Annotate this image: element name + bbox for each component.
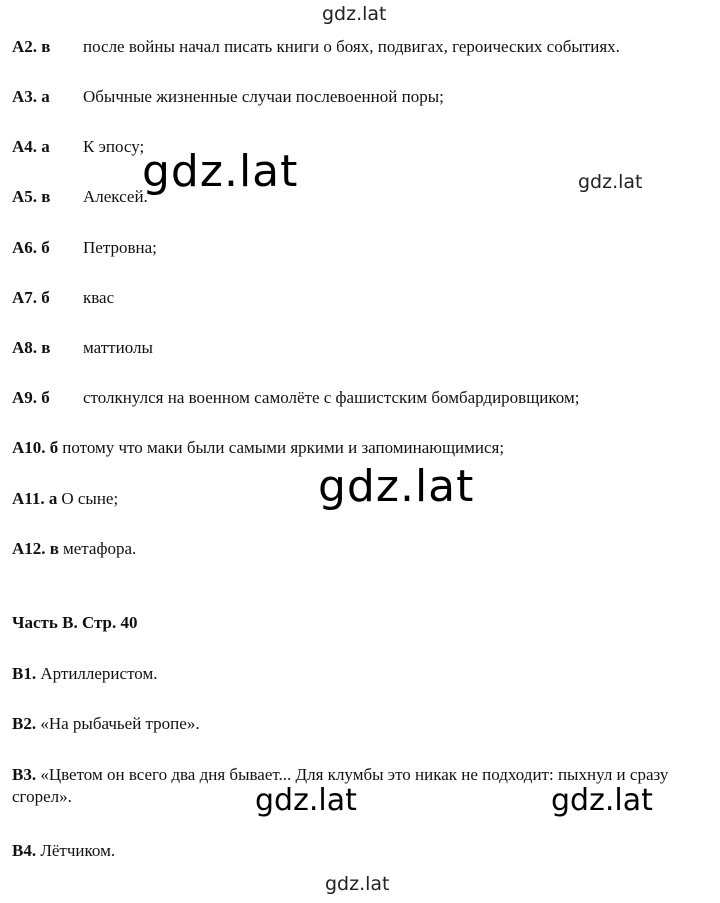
answer-row xyxy=(12,764,712,808)
answer-text: столкнулся на военном самолёте с фашистским бомбардировщиком; xyxy=(83,388,580,407)
answer-text: Артиллеристом. xyxy=(40,664,158,683)
watermark-text: gdz.lat xyxy=(142,146,299,197)
answer-label: А11. а xyxy=(12,489,58,508)
answer-row xyxy=(12,137,145,157)
answer-row xyxy=(12,288,115,308)
answer-row xyxy=(12,187,148,207)
watermark-text: gdz.lat xyxy=(325,873,390,895)
answer-text: «На рыбачьей тропе». xyxy=(40,714,200,733)
answer-row xyxy=(12,489,118,509)
answer-text: потому что маки были самыми яркими и запоминающимися; xyxy=(62,438,505,457)
answer-label: А8. в xyxy=(12,338,51,357)
answer-row xyxy=(12,87,444,107)
answer-text: Обычные жизненные случаи послевоенной поры; xyxy=(83,87,444,106)
answer-row xyxy=(12,388,580,408)
answer-label: А6. б xyxy=(12,238,50,257)
answer-text: О сыне; xyxy=(61,489,119,508)
answer-row xyxy=(12,664,157,684)
watermark-text: gdz.lat xyxy=(318,461,475,512)
watermark-text: gdz.lat xyxy=(551,783,653,818)
answer-text: маттиолы xyxy=(83,338,153,357)
answer-label: А10. б xyxy=(12,438,59,457)
watermark-text: gdz.lat xyxy=(255,783,357,818)
answer-row xyxy=(12,714,200,734)
answer-label: В1. xyxy=(12,664,37,683)
answer-row xyxy=(12,539,136,559)
answer-text: «Цветом он всего два дня бывает... Для клумбы это никак не подходит: пыхнул и сразу сгорел». xyxy=(12,765,669,806)
answer-label: А5. в xyxy=(12,187,51,206)
watermark-text: gdz.lat xyxy=(322,3,387,25)
answer-row xyxy=(12,37,620,57)
answer-text: К эпосу; xyxy=(83,137,145,156)
answer-text: Лётчиком. xyxy=(40,841,116,860)
watermark-text: gdz.lat xyxy=(578,171,643,193)
answer-label: А7. б xyxy=(12,288,50,307)
answer-label: А2. в xyxy=(12,37,51,56)
answer-label: А9. б xyxy=(12,388,50,407)
answer-row xyxy=(12,438,504,458)
answer-label: А3. а xyxy=(12,87,50,106)
answer-label: В4. xyxy=(12,841,37,860)
answer-row xyxy=(12,238,157,258)
section-heading: Часть В. Стр. 40 xyxy=(12,613,138,632)
answer-text: после войны начал писать книги о боях, подвигах, героических событиях. xyxy=(83,37,620,56)
answer-row xyxy=(12,338,153,358)
answer-label: В3. xyxy=(12,765,37,784)
answer-text: метафора. xyxy=(62,539,137,558)
answer-text: Петровна; xyxy=(83,238,157,257)
answer-row xyxy=(12,841,115,861)
answer-label: В2. xyxy=(12,714,37,733)
answer-label: А12. в xyxy=(12,539,59,558)
answer-text: квас xyxy=(83,288,115,307)
answer-text: Алексей. xyxy=(83,187,148,206)
answer-label: А4. а xyxy=(12,137,50,156)
